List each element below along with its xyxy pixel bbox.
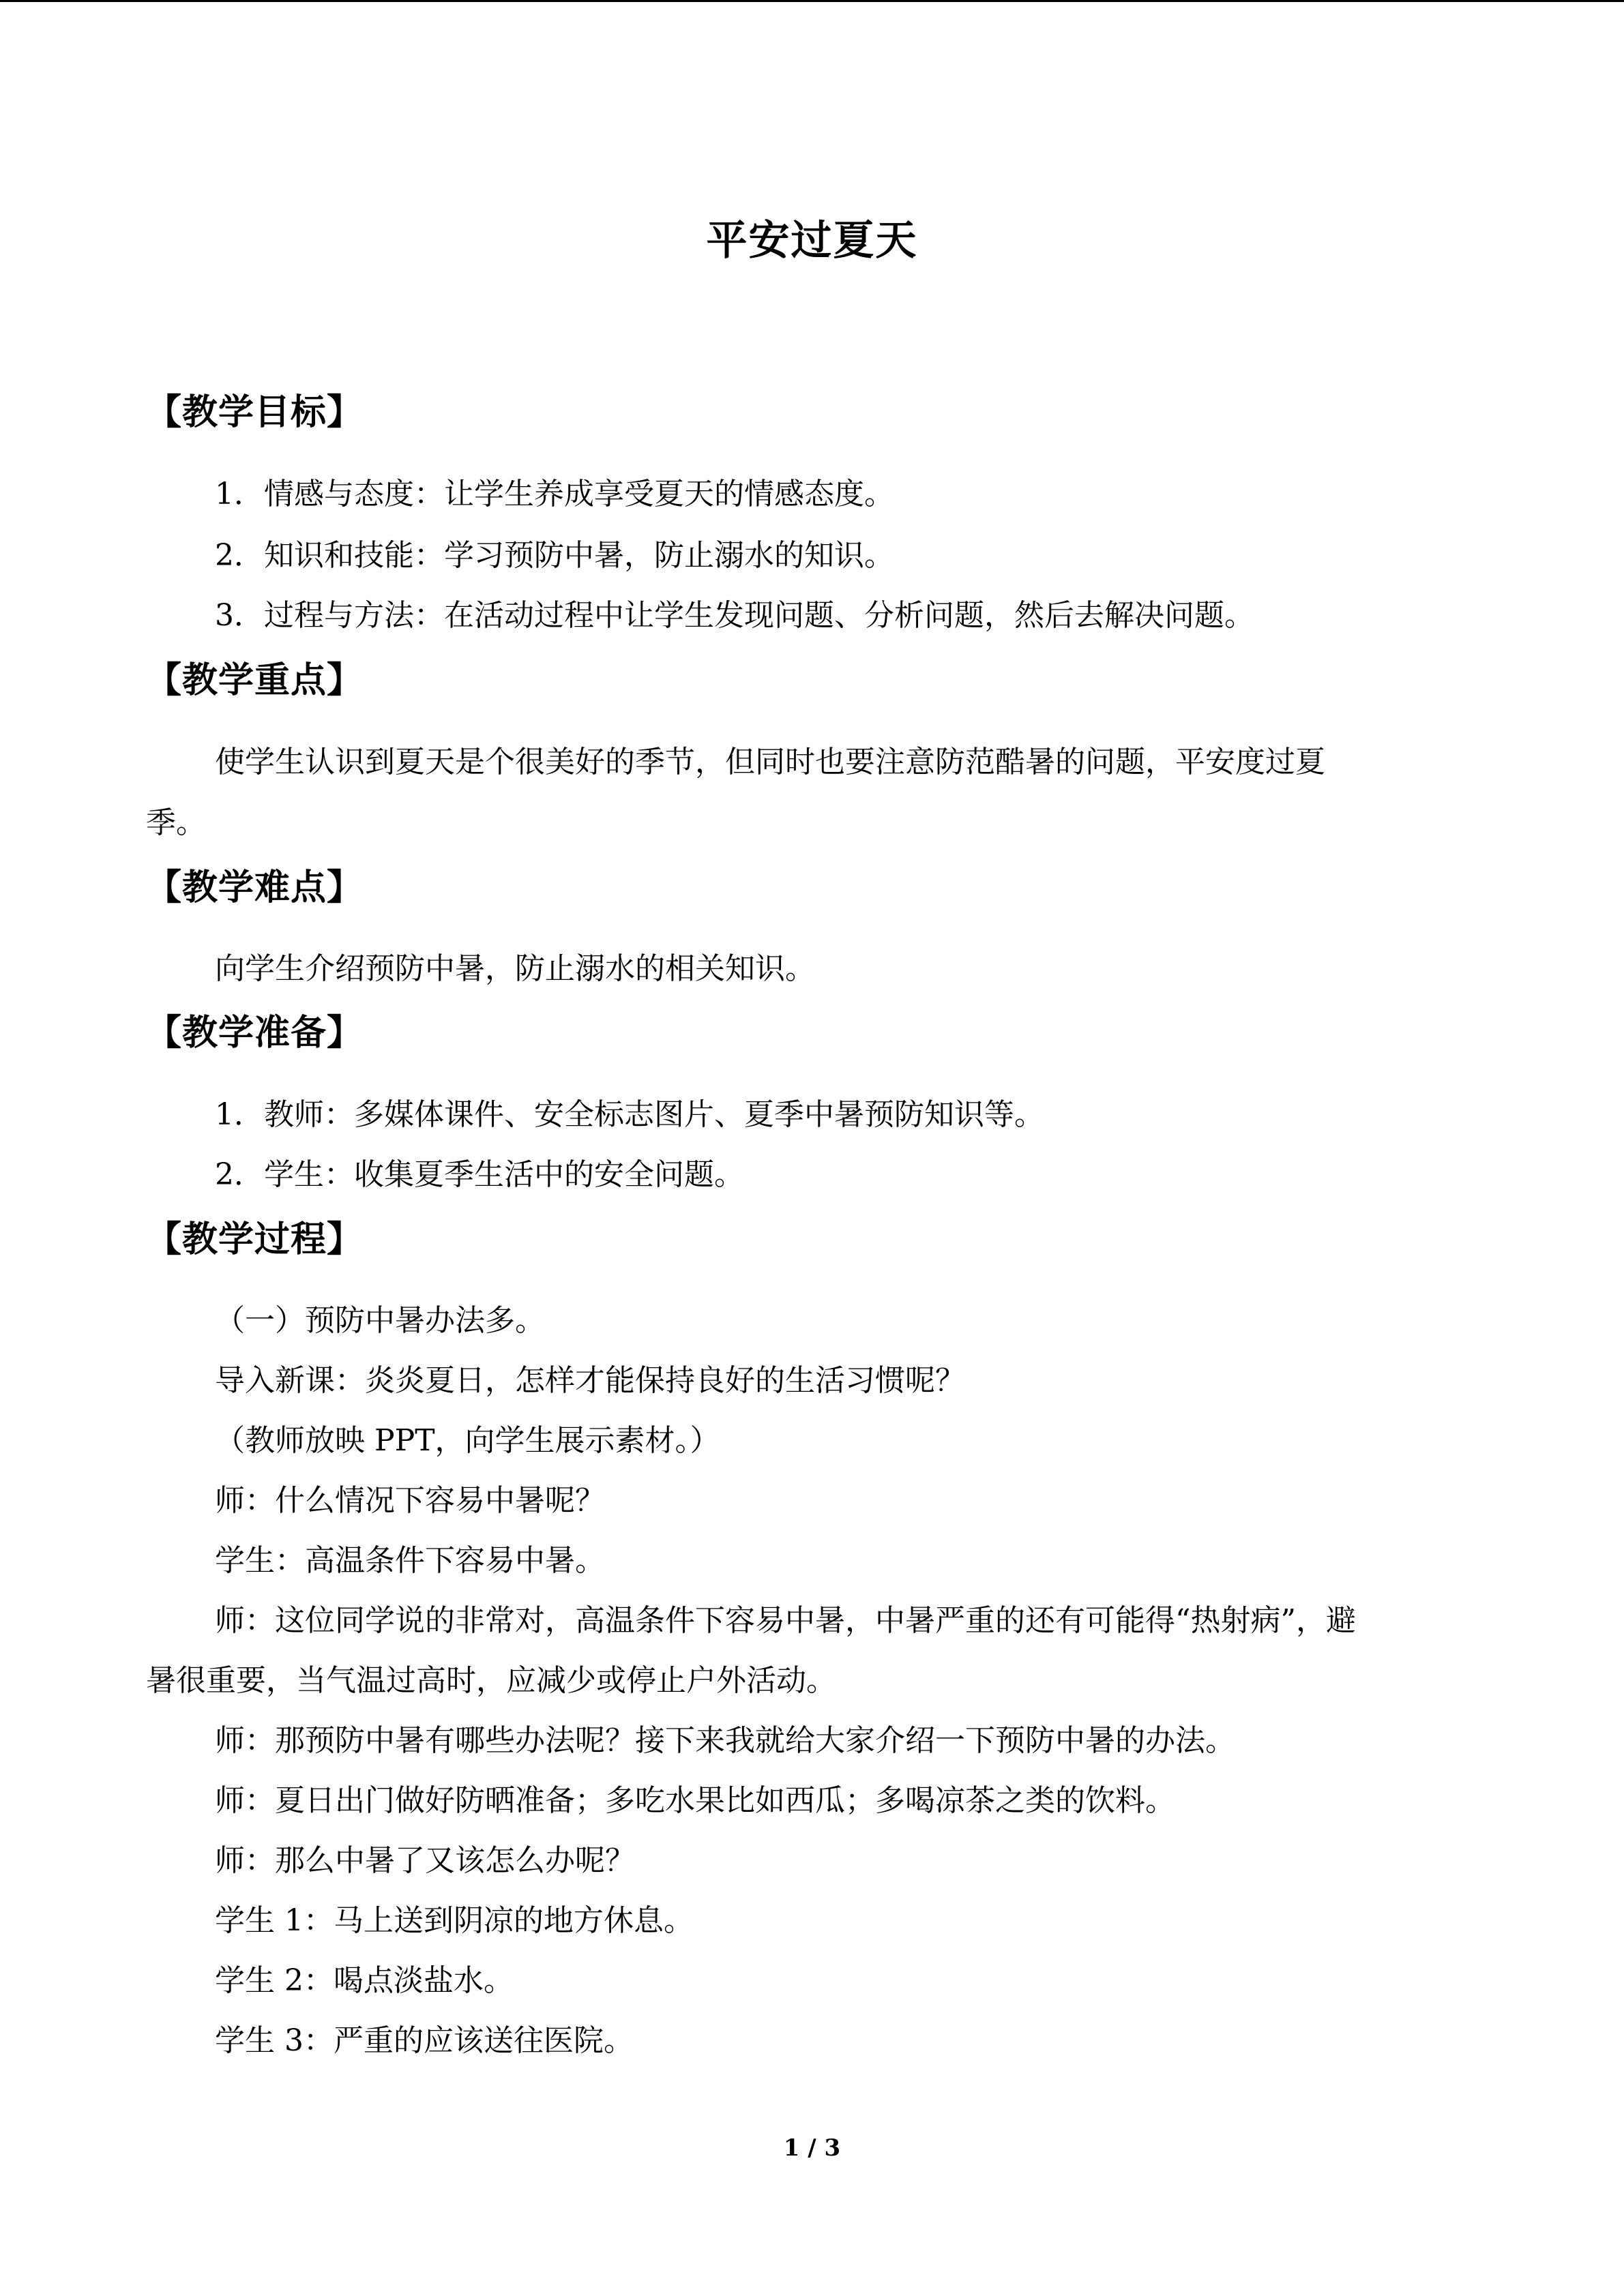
section-heading-key-points: 【教学重点】 (146, 659, 364, 701)
process-line: 学生 3：严重的应该送往医院。 (215, 2023, 634, 2058)
page-number: 1 / 3 (783, 2134, 841, 2162)
preparation-item: 1．教师：多媒体课件、安全标志图片、夏季中暑预防知识等。 (215, 1097, 1044, 1132)
process-line: 导入新课：炎炎夏日，怎样才能保持良好的生活习惯呢？ (215, 1363, 965, 1398)
process-line: 师：夏日出门做好防晒准备；多吃水果比如西瓜；多喝凉茶之类的饮料。 (215, 1783, 1175, 1818)
process-line: 学生：高温条件下容易中暑。 (215, 1543, 605, 1578)
process-line: （教师放映 PPT，向学生展示素材。） (215, 1423, 720, 1458)
section-heading-preparation: 【教学准备】 (146, 1012, 364, 1054)
process-line: 学生 2：喝点淡盐水。 (215, 1963, 514, 1998)
process-line: 师：那预防中暑有哪些办法呢？接下来我就给大家介绍一下预防中暑的办法。 (215, 1723, 1235, 1758)
process-line: 师：那么中暑了又该怎么办呢？ (215, 1843, 635, 1878)
process-line: 师：这位同学说的非常对，高温条件下容易中暑，中暑严重的还有可能得“热射病”，避 (215, 1603, 1356, 1638)
objective-item: 2．知识和技能：学习预防中暑，防止溺水的知识。 (215, 538, 894, 573)
section-heading-objectives: 【教学目标】 (146, 391, 364, 433)
section-heading-process: 【教学过程】 (146, 1219, 364, 1260)
difficulties-text: 向学生介绍预防中暑，防止溺水的相关知识。 (215, 951, 815, 986)
objective-item: 3．过程与方法：在活动过程中让学生发现问题、分析问题，然后去解决问题。 (215, 598, 1254, 633)
key-points-text-line: 季。 (146, 805, 206, 840)
process-line: （一）预防中暑办法多。 (215, 1303, 545, 1338)
process-line: 师：什么情况下容易中暑呢？ (215, 1483, 605, 1518)
process-line: 学生 1：马上送到阴凉的地方休息。 (215, 1903, 694, 1938)
section-heading-difficulties: 【教学难点】 (146, 867, 364, 908)
document-title: 平安过夏天 (706, 217, 918, 265)
objective-item: 1．情感与态度：让学生养成享受夏天的情感态度。 (215, 477, 894, 511)
process-line: 暑很重要，当气温过高时，应减少或停止户外活动。 (146, 1663, 836, 1698)
key-points-text-line: 使学生认识到夏天是个很美好的季节，但同时也要注意防范酷暑的问题，平安度过夏 (215, 745, 1325, 779)
preparation-item: 2．学生：收集夏季生活中的安全问题。 (215, 1157, 744, 1192)
